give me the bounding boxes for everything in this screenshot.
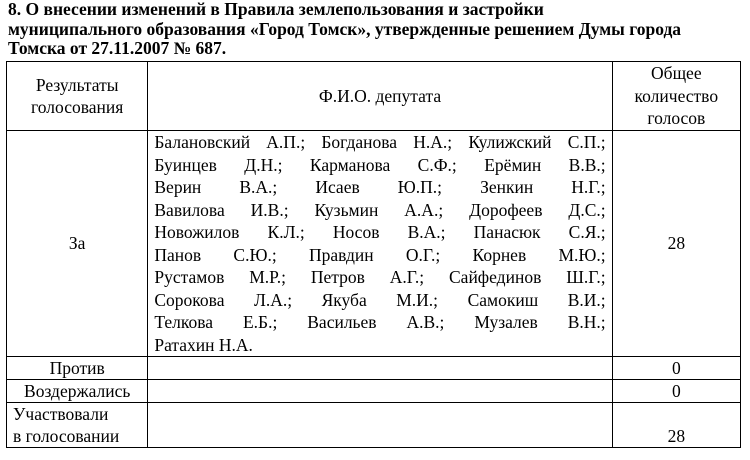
heading-line-2: муниципального образования «Город Томск», утвержденные решением Думы города	[8, 18, 682, 39]
deputy-names-line	[154, 199, 605, 222]
deputy-name: Самокиш В.И.;	[467, 289, 606, 310]
deputy-names-line	[154, 131, 605, 154]
row-label-participated: Участвовали в голосовании	[7, 403, 148, 448]
agenda-item-heading	[8, 0, 742, 59]
deputy-names-list	[154, 131, 605, 356]
voting-results-table	[6, 61, 741, 448]
deputy-name: Богданова Н.А.;	[321, 132, 453, 152]
count-for: 28	[612, 131, 740, 357]
deputy-name: Сорокова Л.А.;	[154, 289, 293, 310]
deputy-name: Правдин О.Г.;	[308, 244, 441, 265]
deputy-name: Новожилов К.Л.;	[154, 222, 305, 242]
deputy-names-line	[154, 289, 605, 312]
deputy-names-line	[154, 311, 605, 334]
deputy-name: Ерёмин В.В.;	[484, 154, 606, 175]
header-results: Результаты голосования	[7, 62, 148, 131]
deputy-name: Носов В.А.;	[332, 222, 446, 242]
deputy-name: Балановский А.П.;	[154, 132, 306, 152]
deputy-name: Панов С.Ю.;	[154, 244, 277, 265]
item-number: 8.	[8, 0, 22, 19]
deputy-name: Васильев А.В.;	[307, 312, 445, 332]
deputy-names-line	[154, 154, 605, 177]
deputy-name: Буинцев Д.Н.;	[154, 154, 283, 175]
header-total: Общее количество голосов	[612, 62, 740, 131]
deputy-names-line	[154, 244, 605, 267]
table-row-participated	[7, 403, 741, 448]
deputy-name: Дорофеев Д.С.;	[469, 199, 606, 220]
deputy-names-line	[154, 266, 605, 289]
row-label-abstained: Воздержались	[7, 380, 148, 403]
deputy-names-line	[154, 334, 605, 357]
table-header-row	[7, 62, 741, 131]
heading-line-3: Томска от 27.11.2007 № 687.	[8, 38, 227, 58]
table-row-for	[7, 131, 741, 357]
table-row-against	[7, 357, 741, 380]
deputy-name: Верин В.А.;	[154, 177, 278, 197]
deputy-name: Исаев Ю.П.;	[315, 177, 443, 197]
deputy-name: Рустамов М.Р.;	[154, 267, 286, 287]
deputy-name: Сайфединов Ш.Г.;	[449, 267, 606, 287]
deputy-name: Ратахин Н.А.	[154, 334, 253, 355]
deputy-name: Кузьмин А.А.;	[314, 199, 444, 220]
deputy-name: Якуба М.И.;	[321, 289, 439, 310]
deputy-name: Корнев М.Ю.;	[472, 244, 606, 265]
header-deputy: Ф.И.О. депутата	[148, 62, 612, 131]
row-label-for: За	[7, 131, 148, 357]
row-label-against: Против	[7, 357, 148, 380]
deputy-names-line	[154, 221, 605, 244]
deputy-name: Петров А.Г.;	[310, 267, 425, 287]
table-row-abstained	[7, 380, 741, 403]
deputy-name: Музалев В.Н.;	[474, 312, 606, 332]
heading-line-1: 8. О внесении изменений в Правила землепользования и застройки	[8, 0, 544, 19]
deputy-name: Кулижский С.П.;	[468, 132, 606, 152]
deputy-name: Вавилова И.В.;	[154, 199, 289, 220]
count-abstained: 0	[612, 380, 740, 403]
count-against: 0	[612, 357, 740, 380]
deputy-names-abstained	[148, 380, 612, 403]
count-participated: 28	[612, 403, 740, 448]
deputy-names-line	[154, 176, 605, 199]
deputy-names-participated	[148, 403, 612, 448]
deputy-name: Панасюк С.Я.;	[473, 222, 606, 242]
deputy-name: Карманова С.Ф.;	[309, 154, 457, 175]
deputy-names-against	[148, 357, 612, 380]
deputy-name: Зенкин Н.Г.;	[480, 177, 606, 197]
deputy-names-for	[148, 131, 612, 357]
deputy-name: Телкова Е.Б.;	[154, 312, 278, 332]
